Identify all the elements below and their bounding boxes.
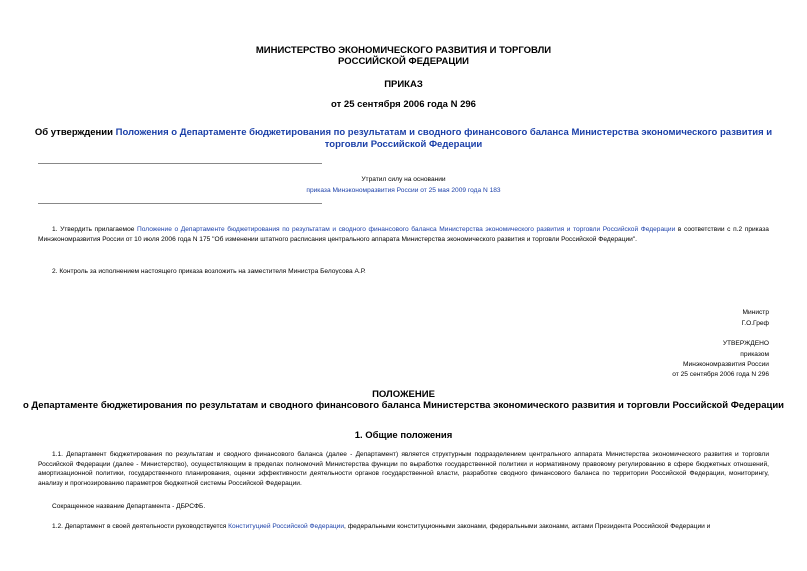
- regulation-title: ПОЛОЖЕНИЕ: [372, 389, 435, 400]
- p1-1-text: 1.1. Департамент бюджетирования по результатам и сводного финансового баланса (далее - Департамент) является структурным подразделением центрального аппарата Министерства экономического развития и торговли Российской Федерации (далее - Министерство), осуществляющим в пределах полномочий Министерства функции по выработке государственной политики и нормативному правовому регулированию в сфере бюджетных отношений, амортизационной политики, государственного планирования, оценки эффективности деятельности органов государственной власти, разработке сводного финансового баланса по территории Российской Федерации, мониторингу, анализу и прогнозированию параметров бюджетной системы Российской Федерации.: [38, 451, 769, 487]
- order-paragraph-1: [38, 225, 769, 244]
- approval-line-1: УТВЕРЖДЕНО: [722, 340, 769, 347]
- order-title-prefix: Об утверждении: [34, 127, 116, 138]
- short-name-text: Сокращенное название Департамента - ДБРСФБ.: [52, 503, 206, 510]
- p1-rest: в соответствии с п.2 приказа Минэкономразвития России от 10 июля 2006 года N 175 "Об изменении штатного расписания центрального аппарата Министерства экономического развития и торговли Российской Федерации".: [38, 226, 769, 243]
- doc-type: ПРИКАЗ: [384, 79, 423, 90]
- regulation-link[interactable]: Положения о Департаменте бюджетирования по результатам и сводного финансового баланса Министерства экономического развития и: [115, 127, 773, 138]
- repeal-order-link[interactable]: приказа Минэкономразвития России от 25 мая 2009 года N 183: [306, 187, 501, 194]
- p1-number: 1. Утвердить прилагаемое: [52, 226, 138, 233]
- order-title-line-2: [0, 139, 807, 150]
- ministry-line-1: МИНИСТЕРСТВО ЭКОНОМИЧЕСКОГО РАЗВИТИЯ И ТОРГОВЛИ: [255, 45, 552, 56]
- order-paragraph-2: [38, 267, 769, 277]
- status-note-line-1: Утратил силу на основании: [361, 176, 446, 183]
- regulation-paragraph-1-1: [38, 450, 769, 488]
- regulation-paragraph-1-2: [38, 522, 769, 532]
- regulation-subtitle: о Департаменте бюджетирования по результатам и сводного финансового баланса Министерства экономического развития и торговли Российской Федерации: [22, 400, 785, 411]
- order-title: [0, 127, 807, 138]
- status-note-line-2: [0, 186, 807, 196]
- p1-regulation-link[interactable]: Положение о Департаменте бюджетирования по результатам и сводного финансового баланса Министерства экономического развития и торговли Российской Федерации: [137, 226, 676, 233]
- short-name-paragraph: [38, 502, 769, 512]
- approval-line-2: приказом: [740, 351, 769, 358]
- signature-position: Министр: [742, 309, 769, 316]
- constitution-link[interactable]: Конституцией Российской Федерации: [228, 523, 345, 530]
- section-1-title: 1. Общие положения: [354, 430, 453, 441]
- p1-2-rest: , федеральными конституционными законами, федеральными законами, актами Президента Российской Федерации и: [344, 523, 711, 530]
- approval-line-4: от 25 сентября 2006 года N 296: [672, 371, 769, 378]
- p1-2-start: 1.2. Департамент в своей деятельности руководствуется: [52, 523, 229, 530]
- divider-bottom: [38, 203, 322, 204]
- approval-line-3: Минэкономразвития России: [683, 361, 769, 368]
- regulation-link-line-2[interactable]: торговли Российской Федерации: [324, 139, 483, 150]
- signature-name: Г.О.Греф: [741, 320, 769, 327]
- order-date-number: от 25 сентября 2006 года N 296: [331, 99, 476, 110]
- p2-text: 2. Контроль за исполнением настоящего приказа возложить на заместителя Министра Белоусова А.Р.: [52, 268, 366, 275]
- ministry-line-2: РОССИЙСКОЙ ФЕДЕРАЦИИ: [337, 56, 469, 67]
- divider-top: [38, 163, 322, 164]
